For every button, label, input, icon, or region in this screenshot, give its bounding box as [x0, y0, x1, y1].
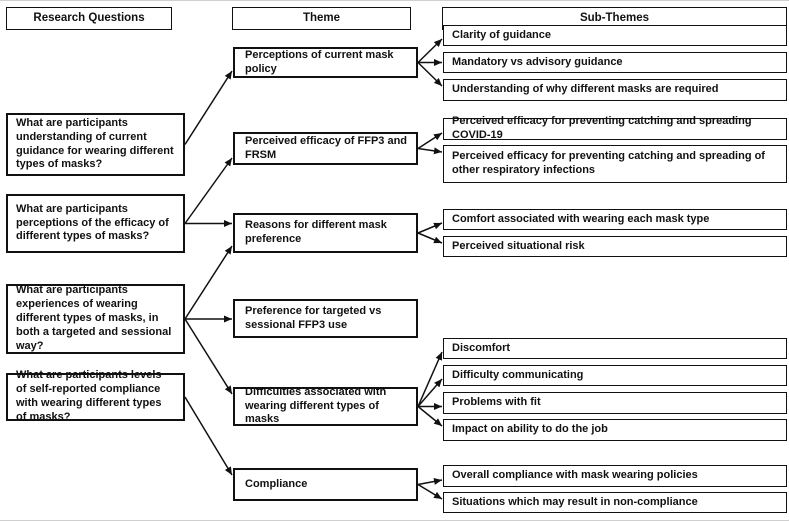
sub-theme-box: Comfort associated with wearing each mask type	[443, 209, 787, 230]
research-questions-column-header: Research Questions	[6, 7, 172, 30]
research-question-box: What are participants understanding of current guidance for wearing different types of masks?	[6, 113, 185, 176]
theme-box: Difficulties associated with wearing different types of masks	[233, 387, 418, 426]
sub-theme-box: Problems with fit	[443, 392, 787, 414]
sub-theme-box: Understanding of why different masks are required	[443, 79, 787, 101]
sub-theme-box: Perceived efficacy for preventing catching and spreading COVID-19	[443, 118, 787, 140]
sub-theme-box: Perceived situational risk	[443, 236, 787, 257]
sub-themes-column-header: Sub-Themes	[442, 7, 787, 30]
research-question-box: What are participants experiences of wearing different types of masks, in both a targeted and sessional way?	[6, 284, 185, 354]
sub-theme-box: Mandatory vs advisory guidance	[443, 52, 787, 73]
theme-box: Reasons for different mask preference	[233, 213, 418, 253]
research-question-box: What are participants levels of self-reported compliance with wearing different types of masks?	[6, 373, 185, 421]
theme-column-header: Theme	[232, 7, 411, 30]
theme-box: Perceptions of current mask policy	[233, 47, 418, 78]
theme-box: Compliance	[233, 468, 418, 501]
research-question-box: What are participants perceptions of the efficacy of different types of masks?	[6, 194, 185, 253]
theme-box: Preference for targeted vs sessional FFP3 use	[233, 299, 418, 338]
theme-box: Perceived efficacy of FFP3 and FRSM	[233, 132, 418, 165]
sub-theme-box: Overall compliance with mask wearing policies	[443, 465, 787, 487]
sub-theme-box: Perceived efficacy for preventing catching and spreading of other respiratory infections	[443, 145, 787, 183]
sub-theme-box: Difficulty communicating	[443, 365, 787, 386]
sub-theme-box: Situations which may result in non-compliance	[443, 492, 787, 513]
sub-theme-box: Discomfort	[443, 338, 787, 359]
sub-theme-box: Clarity of guidance	[443, 25, 787, 46]
sub-theme-box: Impact on ability to do the job	[443, 419, 787, 441]
